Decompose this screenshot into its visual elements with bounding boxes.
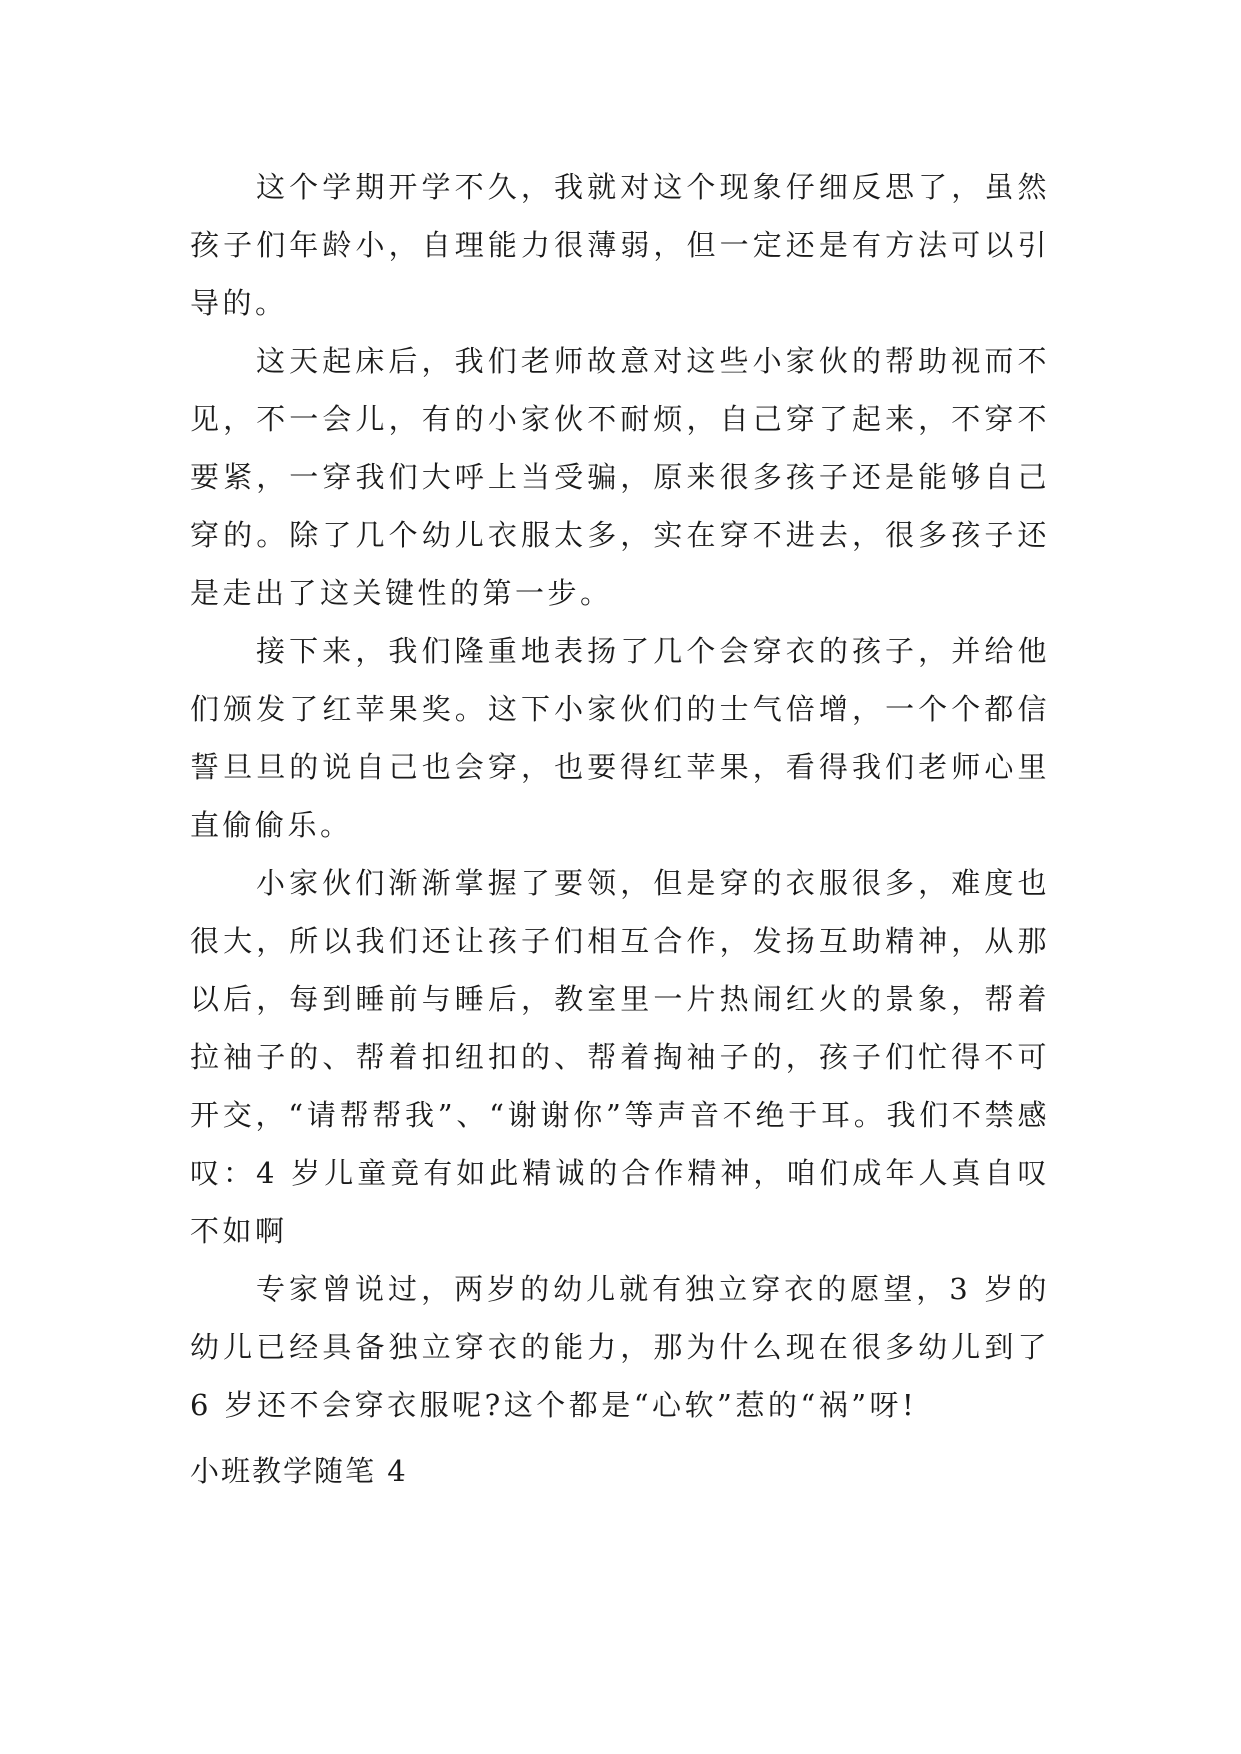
paragraph-2: 这天起床后，我们老师故意对这些小家伙的帮助视而不见，不一会儿，有的小家伙不耐烦，自己穿了起来，不穿不要紧，一穿我们大呼上当受骗，原来很多孩子还是能够自己穿的。除了几个幼儿衣服太多，实在穿不进去，很多孩子还是走出了这关键性的第一步。	[190, 344, 1050, 610]
paragraph-1: 这个学期开学不久，我就对这个现象仔细反思了，虽然孩子们年龄小，自理能力很薄弱，但一定还是有方法可以引导的。	[190, 170, 1050, 320]
paragraph-5: 专家曾说过，两岁的幼儿就有独立穿衣的愿望，3 岁的幼儿已经具备独立穿衣的能力，那为什么现在很多幼儿到了 6 岁还不会穿衣服呢?这个都是“心软”惹的“祸”呀!	[190, 1272, 1050, 1422]
article-body	[190, 158, 1050, 1434]
section-heading: 小班教学随笔 4	[190, 1454, 408, 1488]
paragraph-3: 接下来，我们隆重地表扬了几个会穿衣的孩子，并给他们颁发了红苹果奖。这下小家伙们的士气倍增，一个个都信誓旦旦的说自己也会穿，也要得红苹果，看得我们老师心里直偷偷乐。	[190, 634, 1050, 842]
paragraph-4: 小家伙们渐渐掌握了要领，但是穿的衣服很多，难度也很大，所以我们还让孩子们相互合作，发扬互助精神，从那以后，每到睡前与睡后，教室里一片热闹红火的景象，帮着拉袖子的、帮着扣纽扣的、帮着掏袖子的，孩子们忙得不可开交，“请帮帮我”、“谢谢你”等声音不绝于耳。我们不禁感叹：4 岁儿童竟有如此精诚的合作精神，咱们成年人真自叹不如啊	[190, 866, 1050, 1248]
